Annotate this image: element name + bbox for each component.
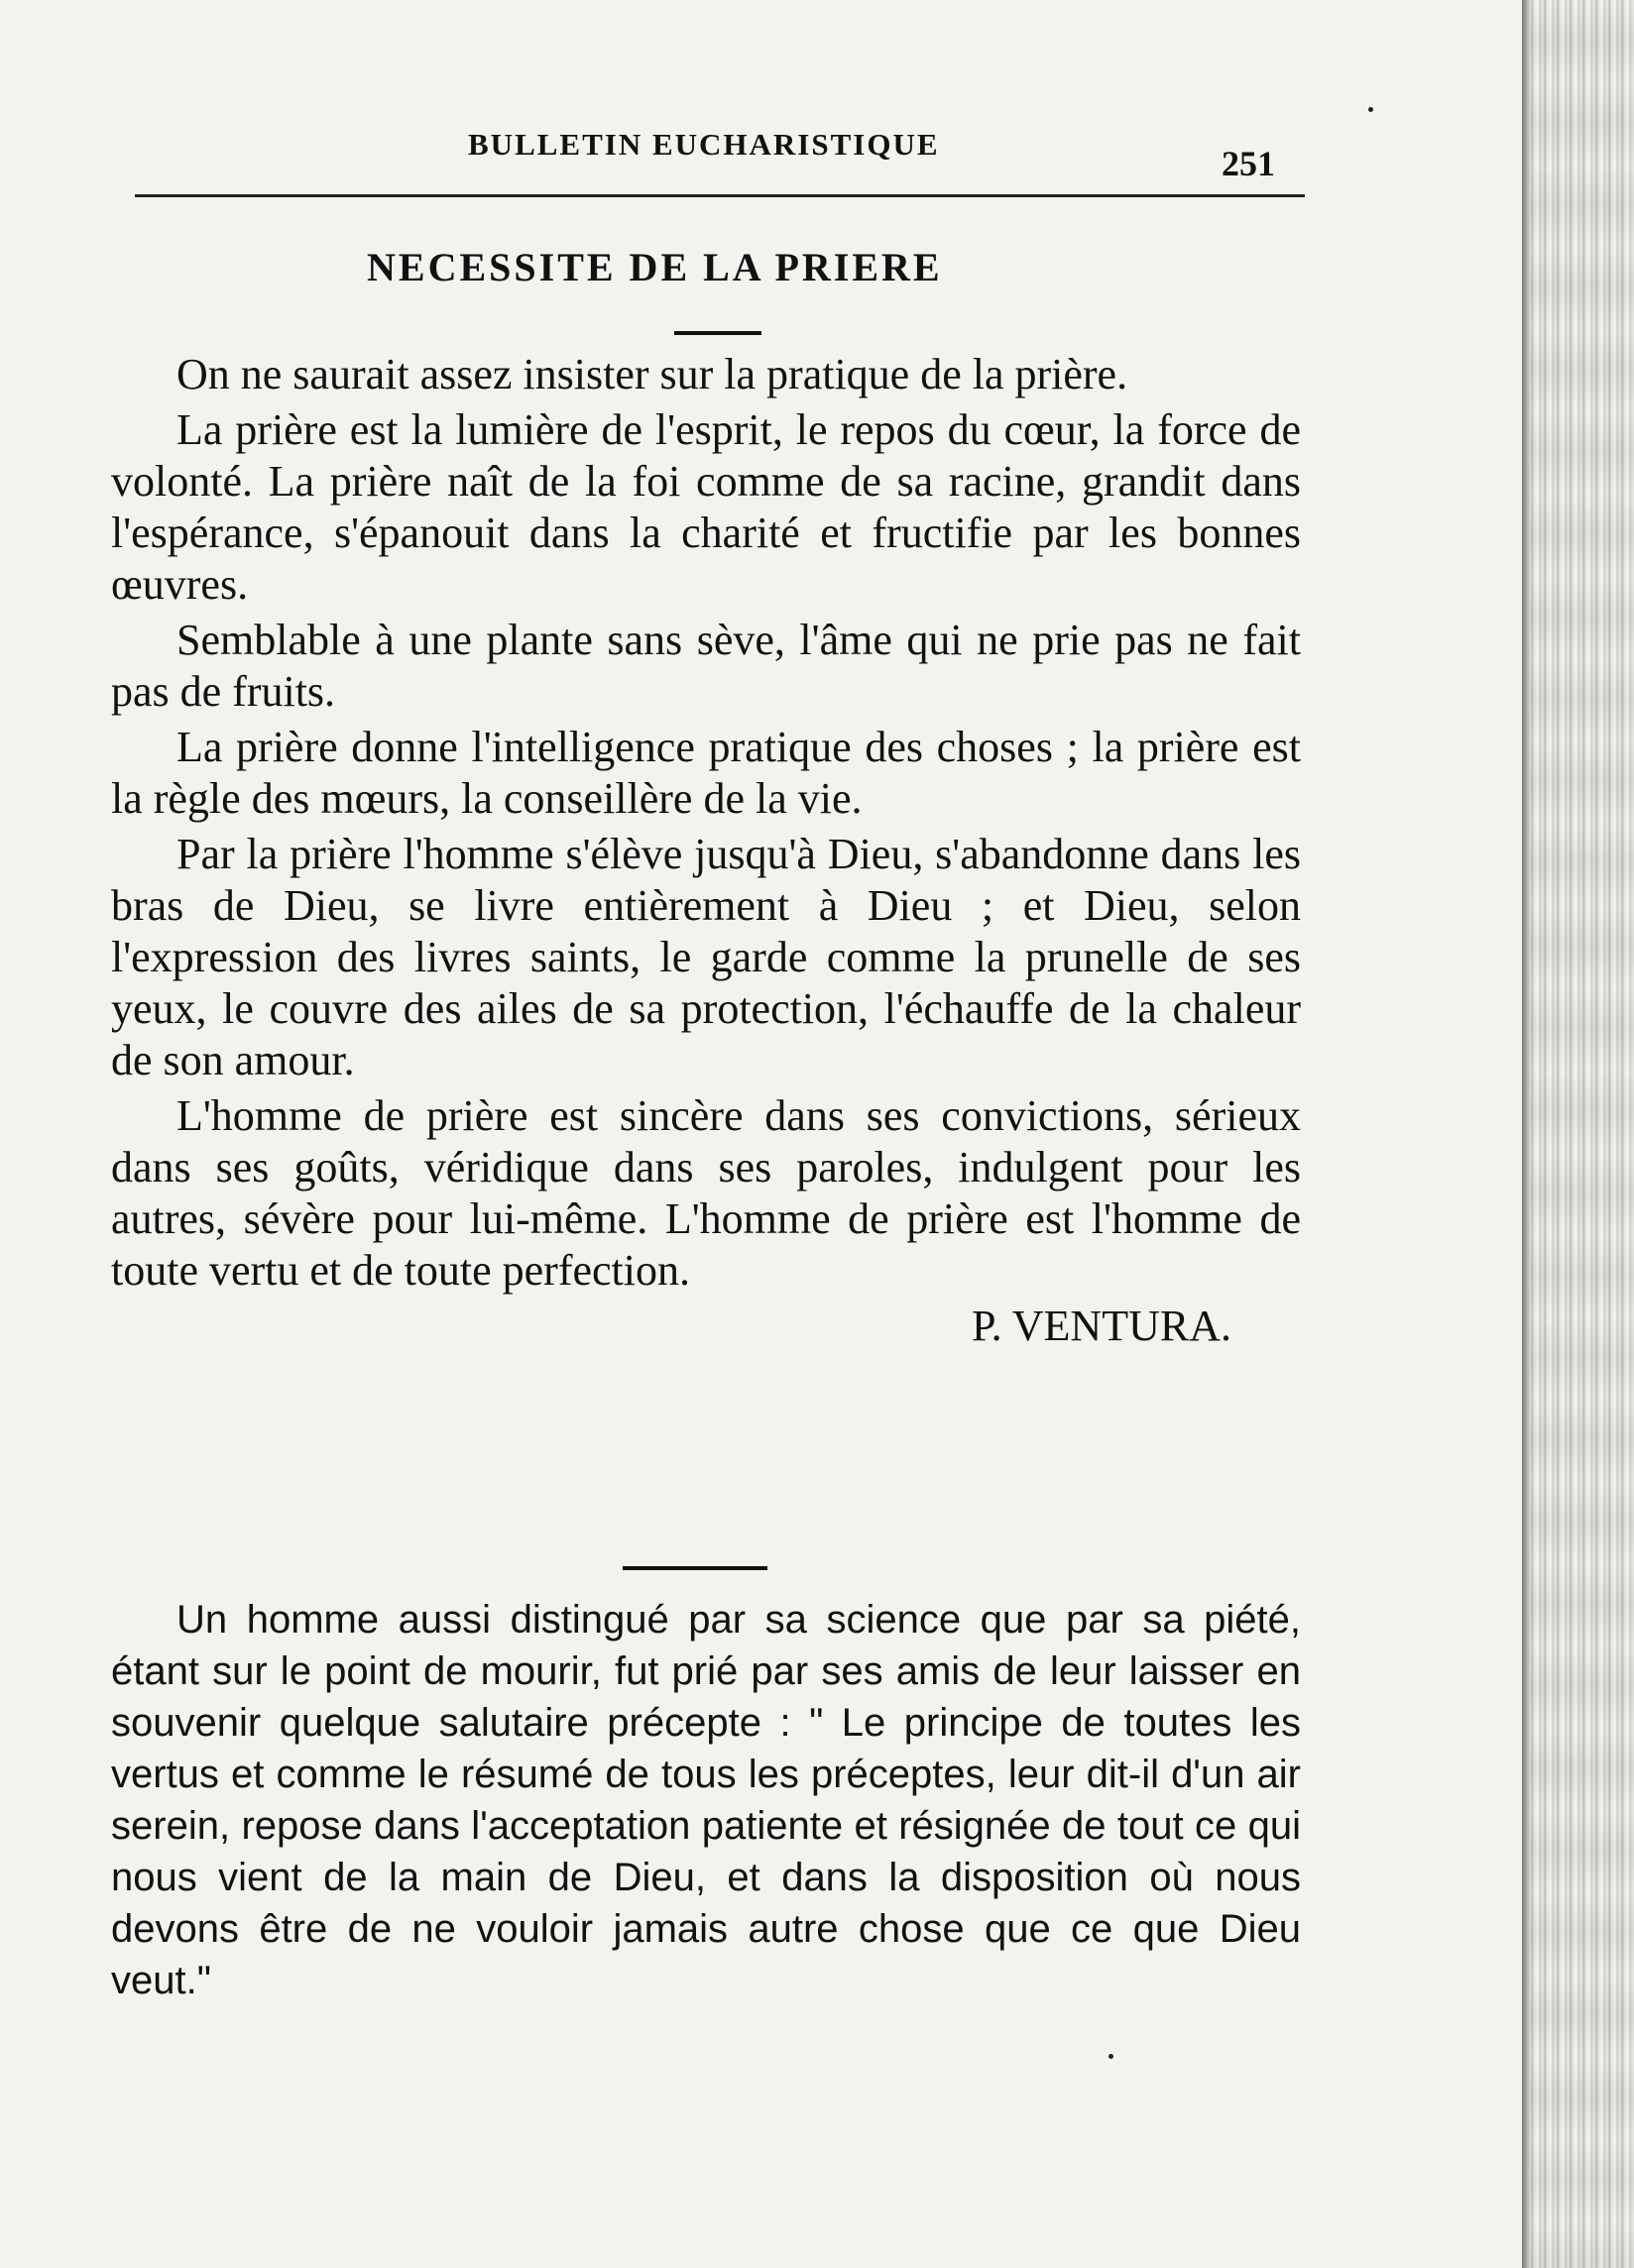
article-paragraph: Par la prière l'homme s'élève jusqu'à Dieu, s'abandonne dans les bras de Dieu, se livre entièrement à Dieu ; et Dieu, selon l'expression des livres saints, le garde comme la prunelle de ses yeux, le couvre des ailes de sa protection, l'échauffe de la chaleur de son amour. [111,830,1301,1084]
section-divider [623,1566,767,1570]
article-title: NECESSITE DE LA PRIERE [367,245,943,289]
article-paragraph: Semblable à une plante sans sève, l'âme qui ne prie pas ne fait pas de fruits. [111,616,1301,716]
page-number: 251 [1222,144,1275,183]
page-block-edge [1522,0,1634,2268]
article-paragraph: La prière donne l'intelligence pratique des choses ; la prière est la règle des mœurs, la conseillère de la vie. [111,723,1301,823]
title-divider [674,331,761,335]
article-paragraph: On ne saurait assez insister sur la pratique de la prière. [176,350,1128,398]
anecdote-body [111,1594,1301,2006]
article-signature: P. VENTURA. [971,1302,1231,1350]
article-paragraph: La prière est la lumière de l'esprit, le repos du cœur, la force de volonté. La prière naît de la foi comme de sa racine, grandit dans l'espérance, s'épanouit dans la charité et fructifie par les bonnes œuvres. [111,405,1301,609]
ink-speck [1109,2054,1113,2059]
running-header-title: BULLETIN EUCHARISTIQUE [468,127,940,162]
article-body [111,349,1301,1352]
header-rule [135,194,1305,197]
ink-speck [1368,107,1373,112]
article-paragraph: L'homme de prière est sincère dans ses convictions, sérieux dans ses goûts, véridique dans ses paroles, indulgent pour les autres, sévère pour lui-même. L'homme de prière est l'homme de toute vertu et de toute perfection. [111,1091,1301,1295]
anecdote-paragraph: Un homme aussi distingué par sa science que par sa piété, étant sur le point de mourir, fut prié par ses amis de leur laisser en souvenir quelque salutaire précepte : " Le principe de toutes les vertus et comme le résumé de tous les préceptes, leur dit-il d'un air serein, repose dans l'acceptation patiente et résignée de tout ce qui nous vient de la main de Dieu, et dans la disposition où nous devons être de ne vouloir jamais autre chose que ce que Dieu veut." [111,1598,1301,2002]
